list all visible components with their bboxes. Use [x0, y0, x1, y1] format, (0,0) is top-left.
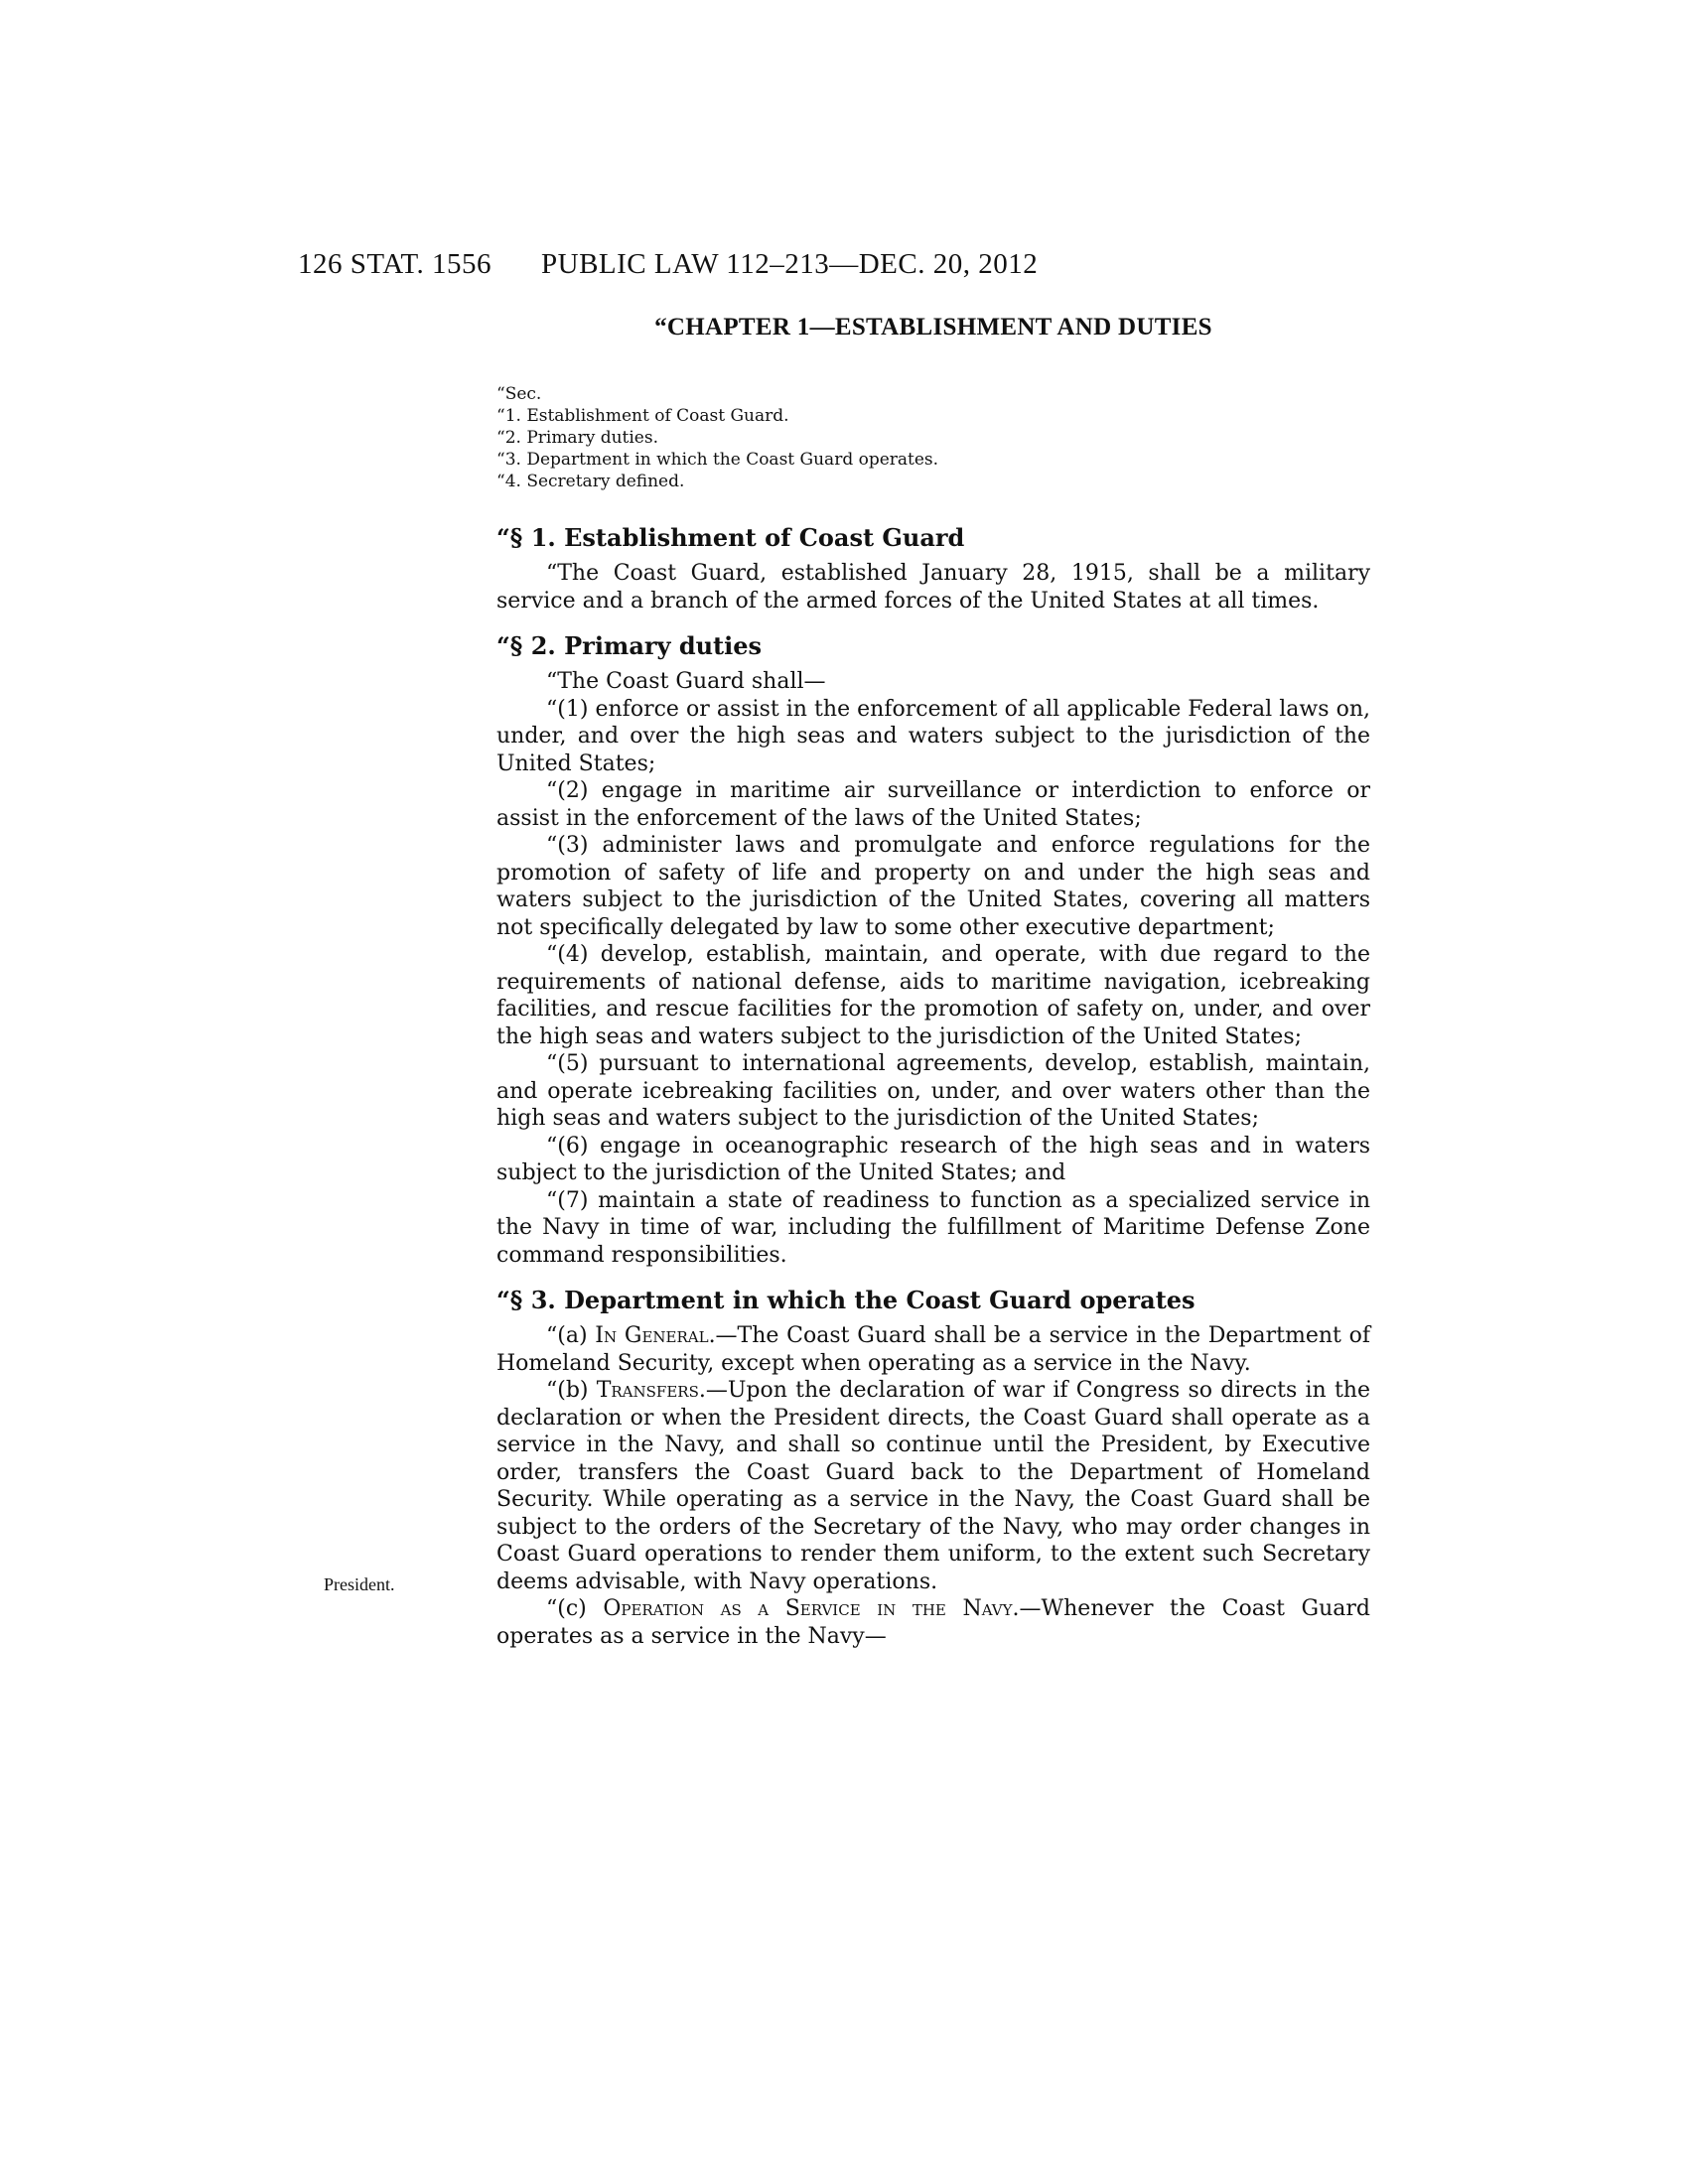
duty-paragraph: “(4) develop, establish, maintain, and operate, with due regard to the requirements of national defense, aids to maritime navigation, icebreaking facilities, and rescue facilities for the promotion of safety on, under, and over the high seas and waters subject to the jurisdiction of the United States;: [496, 942, 1370, 1049]
section-3-heading: “§ 3. Department in which the Coast Guard operates: [496, 1286, 1196, 1314]
subsection-c: [496, 1595, 1370, 1650]
running-head: [0, 248, 1688, 288]
section-1-text: “The Coast Guard, established January 28, 1915, shall be a military service and a branch of the armed forces of the United States at all times.: [496, 561, 1370, 614]
subsection-a-text: .—The Coast Guard shall be a service in the Department of Homeland Security, except when operating as a service in the Navy.: [496, 1323, 1371, 1376]
toc-label: “Sec.: [496, 384, 542, 404]
section-2: [496, 630, 1370, 1269]
section-2-heading: “§ 2. Primary duties: [496, 631, 763, 660]
duty-paragraph: “(1) enforce or assist in the enforcement of all applicable Federal laws on, under, and over the high seas and waters subject to the jurisdiction of the United States;: [496, 696, 1370, 776]
section-2-intro: “The Coast Guard shall—: [546, 669, 826, 694]
subsection-b-prefix: “(b): [546, 1378, 597, 1403]
subsection-b-text: .—Upon the declaration of war if Congress so directs in the declaration or when the President directs, the Coast Guard shall operate as a service in the Navy, and shall so continue until the President, by Executive order, transfers the Coast Guard back to the Department of Homeland Security. While operating as a service in the Navy, the Coast Guard shall be subject to the orders of the Secretary of the Navy, who may order changes in Coast Guard operations to render them uniform, to the extent such Secretary deems advisable, with Navy operations.: [496, 1378, 1370, 1594]
document-body: [496, 314, 1370, 1666]
stat-reference: 126 STAT. 1556: [298, 248, 492, 280]
duty-paragraph: “(5) pursuant to international agreements, develop, establish, maintain, and operate icebreaking facilities on, under, and over waters other than the high seas and waters subject to the jurisdiction of the United States;: [496, 1051, 1370, 1131]
toc-item: “3. Department in which the Coast Guard operates.: [496, 450, 939, 470]
toc-item: “1. Establishment of Coast Guard.: [496, 406, 789, 426]
duty-paragraph: “(3) administer laws and promulgate and enforce regulations for the promotion of safety of life and property on and under the high seas and waters subject to the jurisdiction of the United States, covering all matters not specifically delegated by law to some other executive department;: [496, 833, 1370, 940]
toc-item: “2. Primary duties.: [496, 428, 658, 448]
margin-note-president: President.: [324, 1574, 395, 1594]
duty-paragraph: “(6) engage in oceanographic research of the high seas and in waters subject to the jurisdiction of the United States; and: [496, 1133, 1370, 1185]
table-of-sections: [496, 383, 1370, 492]
subsection-a: [496, 1322, 1370, 1377]
toc-item: “4. Secretary defined.: [496, 472, 685, 491]
subsection-a-prefix: “(a): [546, 1323, 596, 1348]
section-3: [496, 1285, 1370, 1650]
subsection-c-text: .—Whenever the Coast Guard operates as a service in the Navy—: [496, 1596, 1370, 1649]
duty-paragraph: “(2) engage in maritime air surveillance or interdiction to enforce or assist in the enforcement of the laws of the United States;: [496, 778, 1370, 831]
subsection-b-caption: Transfers: [596, 1378, 699, 1403]
section-1: [496, 522, 1370, 614]
subsection-b: [496, 1377, 1370, 1595]
subsection-c-prefix: “(c): [546, 1596, 604, 1621]
section-1-heading: “§ 1. Establishment of Coast Guard: [496, 523, 965, 552]
law-title: PUBLIC LAW 112–213—DEC. 20, 2012: [541, 248, 1039, 280]
chapter-heading: “CHAPTER 1—ESTABLISHMENT AND DUTIES: [654, 314, 1212, 341]
subsection-a-caption: In General: [595, 1323, 709, 1348]
duty-paragraph: “(7) maintain a state of readiness to function as a specialized service in the Navy in time of war, including the fulfillment of Maritime Defense Zone command responsibilities.: [496, 1187, 1370, 1268]
subsection-c-caption: Operation as a Service in the Navy: [603, 1596, 1013, 1621]
